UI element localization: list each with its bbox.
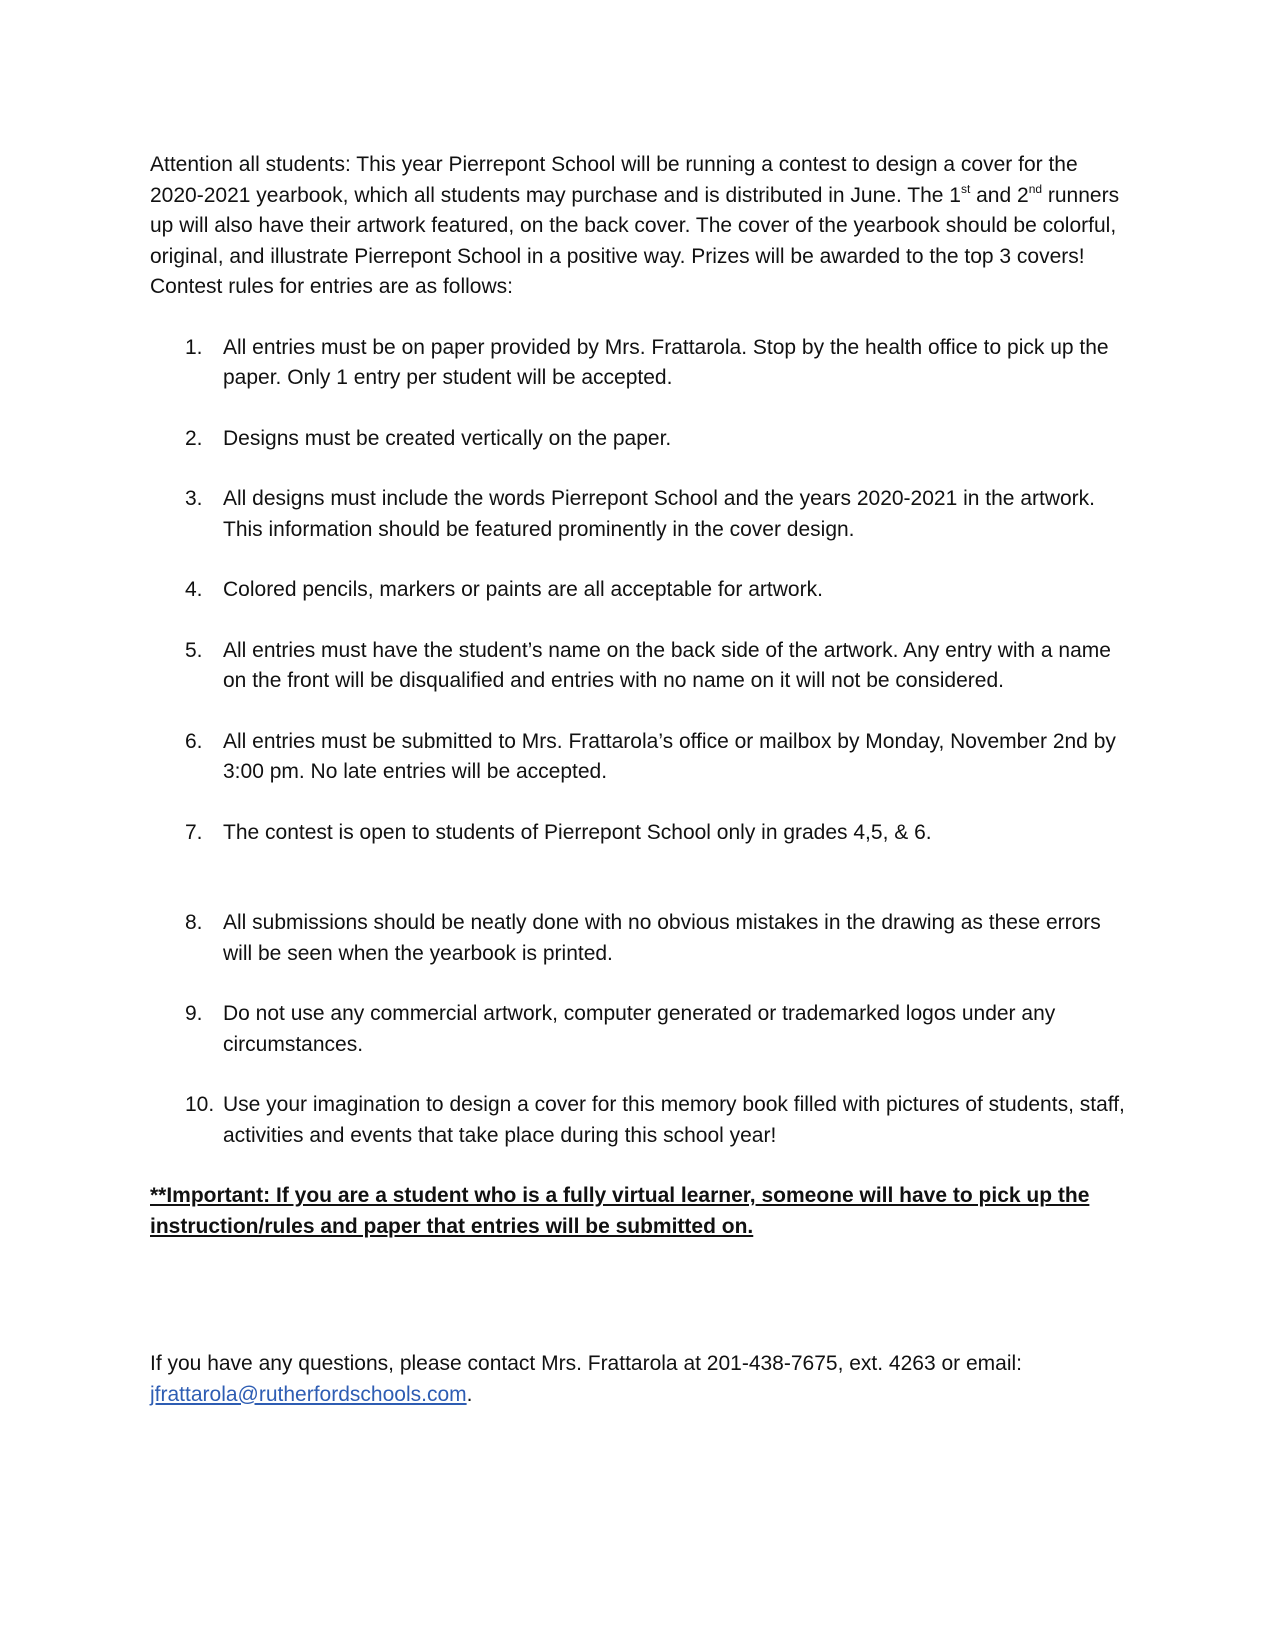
rule-item-1 [150, 333, 1130, 394]
intro-text-1: Attention all students: This year Pierrepont School will be running a contest to design a cover for the 2020-2021 yearbook, which all students may purchase and is distributed in June. The 1 [150, 153, 1078, 207]
rule-text: All entries must be on paper provided by Mrs. Frattarola. Stop by the health office to pick up the paper. Only 1 entry per student will be accepted. [223, 335, 1109, 389]
rule-item-3 [150, 484, 1130, 545]
rules-list [150, 333, 1130, 1152]
rule-text: The contest is open to students of Pierrepont School only in grades 4,5, & 6. [223, 820, 932, 844]
rule-text: Use your imagination to design a cover for this memory book filled with pictures of students, staff, activities and events that take place during this school year! [223, 1093, 1125, 1147]
contact-end: . [466, 1382, 473, 1406]
rule-number: 9. [185, 1002, 203, 1025]
rule-number: 8. [185, 911, 203, 934]
rule-number: 2. [185, 426, 203, 450]
rule-item-8 [150, 908, 1130, 969]
rule-number: 5. [185, 638, 203, 662]
rule-text: All submissions should be neatly done with no obvious mistakes in the drawing as these errors will be seen when the yearbook is printed. [223, 911, 1101, 965]
rule-item-6 [150, 727, 1130, 788]
document-page [150, 150, 1130, 1410]
rule-item-10 [150, 1090, 1130, 1151]
intro-text-2: and 2 [970, 183, 1029, 207]
rule-text: All designs must include the words Pierrepont School and the years 2020-2021 in the artwork. This information should be featured prominently in the cover design. [223, 487, 1095, 541]
rule-number: 10. [185, 1093, 215, 1116]
rule-item-5 [150, 636, 1130, 697]
email-link[interactable]: jfrattarola@rutherfordschools.com [150, 1382, 467, 1406]
rule-number: 6. [185, 729, 203, 753]
rule-text: Designs must be created vertically on the paper. [223, 426, 672, 450]
intro-sup-1: st [960, 181, 971, 196]
rule-item-4 [150, 575, 1130, 606]
rule-text: All entries must have the student’s name on the back side of the artwork. Any entry with a name on the front will be disqualified and entries with no name on it will not be considered. [223, 638, 1111, 692]
rule-item-9 [150, 999, 1130, 1060]
contact-paragraph [150, 1349, 1130, 1410]
intro-text-3: runners up will also have their artwork featured, on the back cover. The cover of the yearbook should be colorful, original, and illustrate Pierrepont School in a positive way. Prizes will be awarded to the top 3 covers! Contest rules for entries are as follows: [150, 183, 1120, 298]
rule-text: Colored pencils, markers or paints are all acceptable for artwork. [223, 578, 823, 601]
rule-number: 4. [185, 578, 203, 601]
intro-paragraph [150, 150, 1130, 303]
rule-item-2 [150, 424, 1130, 455]
rule-text: Do not use any commercial artwork, computer generated or trademarked logos under any circumstances. [223, 1002, 1056, 1056]
intro-sup-2: nd [1028, 181, 1043, 196]
rule-number: 1. [185, 335, 203, 359]
important-notice: **Important: If you are a student who is a fully virtual learner, someone will have to pick up the instruction/rules and paper that entries will be submitted on. [150, 1184, 1090, 1238]
rule-text: All entries must be submitted to Mrs. Frattarola’s office or mailbox by Monday, November 2nd by 3:00 pm. No late entries will be accepted. [223, 729, 1116, 783]
rule-number: 3. [185, 487, 203, 510]
rule-number: 7. [185, 820, 203, 844]
rule-item-7 [150, 818, 1130, 849]
contact-text: If you have any questions, please contact Mrs. Frattarola at 201-438-7675, ext. 4263 or email: [150, 1352, 1022, 1375]
